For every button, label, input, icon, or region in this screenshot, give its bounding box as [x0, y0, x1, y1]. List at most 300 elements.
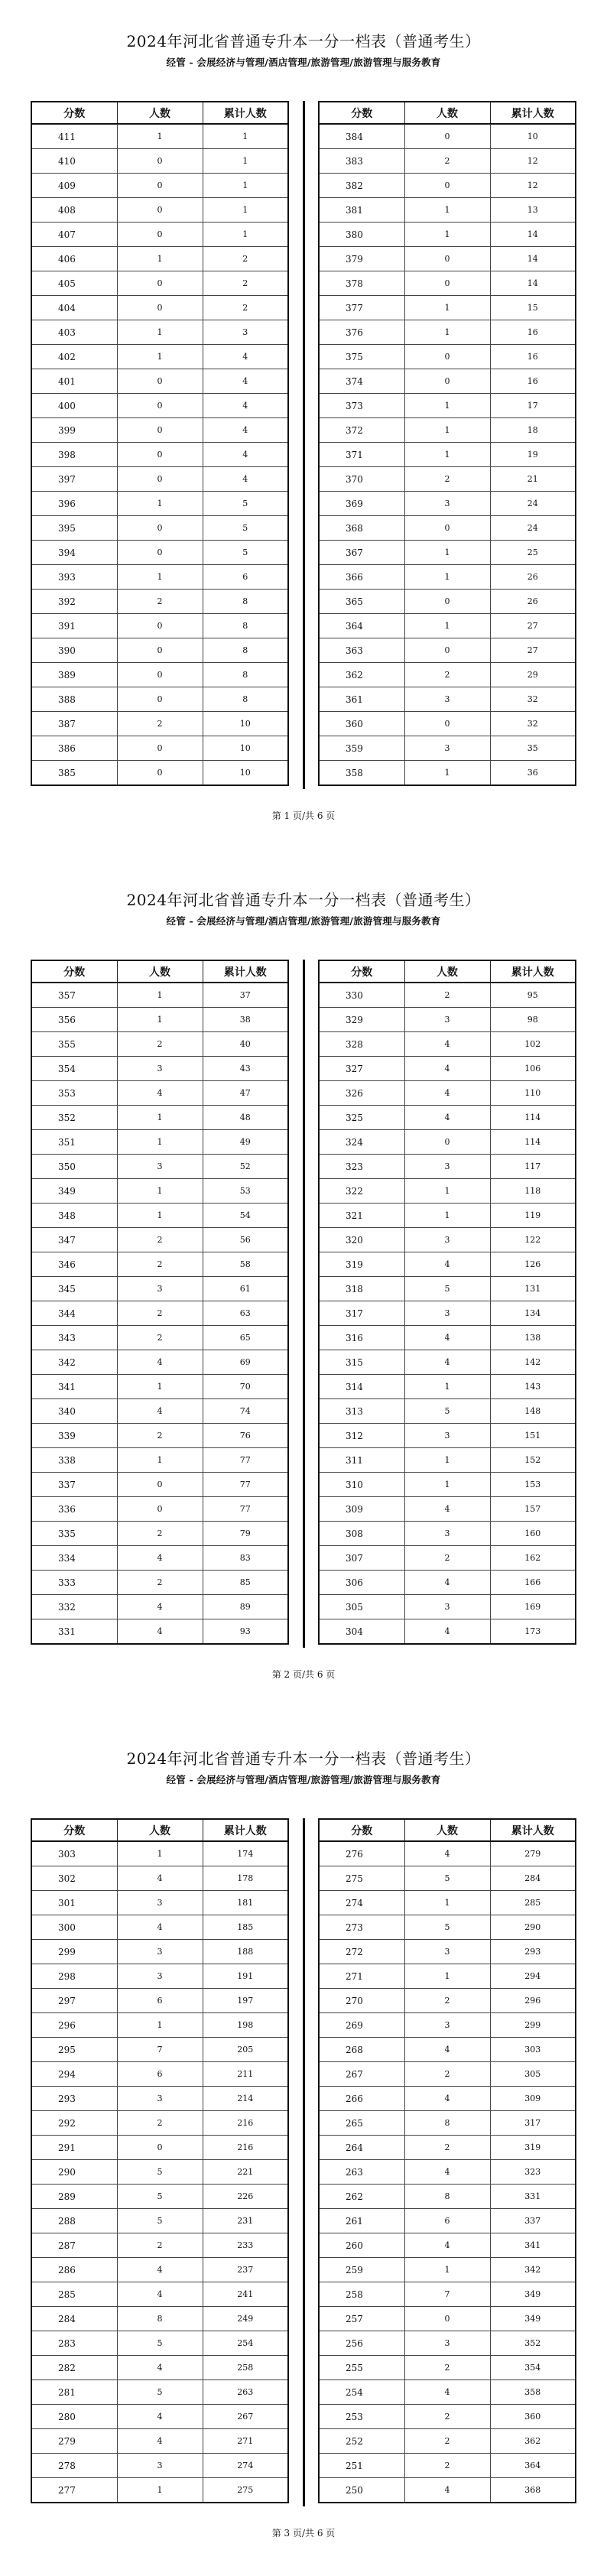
- cell-cumulative: 1: [203, 174, 288, 198]
- cell-count: 2: [404, 2062, 490, 2087]
- page-subtitle: 经管 - 会展经济与管理/酒店管理/旅游管理/旅游管理与服务教育: [166, 1774, 441, 1785]
- cell-cumulative: 216: [203, 2136, 288, 2160]
- cell-cumulative: 231: [203, 2209, 288, 2233]
- table-row: [31, 1032, 288, 1057]
- table-row: [319, 2282, 576, 2307]
- cell-cumulative: 49: [203, 1130, 288, 1155]
- cell-count: 2: [404, 2405, 490, 2429]
- cell-count: 2: [404, 1989, 490, 2013]
- cell-cumulative: 16: [490, 320, 576, 345]
- page-subtitle: 经管 - 会展经济与管理/酒店管理/旅游管理/旅游管理与服务教育: [166, 915, 441, 927]
- cell-score: 271: [319, 1964, 404, 1989]
- cell-count: 1: [117, 124, 203, 149]
- cell-score: 368: [319, 516, 404, 541]
- table-row: [319, 2356, 576, 2380]
- table-row: [31, 1106, 288, 1130]
- cell-score: 278: [31, 2454, 117, 2478]
- table-row: [319, 1350, 576, 1375]
- cell-cumulative: 185: [203, 1915, 288, 1940]
- cell-score: 388: [31, 687, 117, 712]
- cell-cumulative: 36: [490, 761, 576, 786]
- table-header-row: [319, 1819, 576, 1841]
- cell-score: 328: [319, 1032, 404, 1057]
- cell-cumulative: 2: [203, 247, 288, 271]
- cell-score: 256: [319, 2331, 404, 2356]
- cell-score: 349: [31, 1179, 117, 1204]
- table-row: [319, 1228, 576, 1252]
- cell-cumulative: 126: [490, 1252, 576, 1277]
- table-row: [31, 1399, 288, 1424]
- cell-score: 292: [31, 2111, 117, 2136]
- cell-cumulative: 368: [490, 2478, 576, 2503]
- cell-score: 400: [31, 394, 117, 418]
- cell-count: 0: [404, 1130, 490, 1155]
- cell-score: 351: [31, 1130, 117, 1155]
- cell-cumulative: 166: [490, 1571, 576, 1595]
- cell-cumulative: 214: [203, 2087, 288, 2111]
- cell-cumulative: 360: [490, 2405, 576, 2429]
- column-divider: [303, 960, 305, 1648]
- table-row: [31, 1841, 288, 1866]
- cell-score: 366: [319, 565, 404, 590]
- cell-score: 323: [319, 1155, 404, 1179]
- cell-score: 409: [31, 174, 117, 198]
- cell-cumulative: 153: [490, 1473, 576, 1497]
- cell-count: 8: [117, 2307, 203, 2331]
- cell-score: 350: [31, 1155, 117, 1179]
- cell-count: 3: [404, 1301, 490, 1326]
- table-row: [31, 2454, 288, 2478]
- cell-count: 4: [404, 2038, 490, 2062]
- cell-count: 0: [404, 712, 490, 736]
- table-row: [319, 320, 576, 345]
- cell-count: 1: [117, 2478, 203, 2503]
- cell-cumulative: 1: [203, 198, 288, 223]
- table-row: [31, 1964, 288, 1989]
- cell-count: 1: [404, 1473, 490, 1497]
- table-row: [319, 1497, 576, 1522]
- cell-score: 336: [31, 1497, 117, 1522]
- cell-count: 0: [117, 149, 203, 174]
- cell-count: 5: [117, 2185, 203, 2209]
- cell-cumulative: 32: [490, 687, 576, 712]
- cell-count: 5: [404, 1277, 490, 1301]
- cell-count: 1: [404, 198, 490, 223]
- cell-count: 0: [404, 369, 490, 394]
- cell-score: 379: [319, 247, 404, 271]
- cell-cumulative: 178: [203, 1866, 288, 1891]
- cell-cumulative: 85: [203, 1571, 288, 1595]
- table-row: [31, 1326, 288, 1350]
- cell-cumulative: 303: [490, 2038, 576, 2062]
- cell-count: 2: [117, 1522, 203, 1546]
- table-row: [31, 198, 288, 223]
- cell-score: 347: [31, 1228, 117, 1252]
- cell-count: 5: [404, 1915, 490, 1940]
- cell-score: 411: [31, 124, 117, 149]
- cell-cumulative: 16: [490, 369, 576, 394]
- cell-count: 0: [117, 2136, 203, 2160]
- cell-count: 4: [117, 1619, 203, 1645]
- table-row: [31, 2405, 288, 2429]
- cell-score: 301: [31, 1891, 117, 1915]
- cell-cumulative: 151: [490, 1424, 576, 1448]
- table-row: [319, 1375, 576, 1399]
- cell-count: 4: [404, 1057, 490, 1081]
- table-row: [31, 1497, 288, 1522]
- cell-score: 302: [31, 1866, 117, 1891]
- cell-cumulative: 211: [203, 2062, 288, 2087]
- cell-score: 330: [319, 983, 404, 1008]
- cell-cumulative: 249: [203, 2307, 288, 2331]
- table-row: [319, 1424, 576, 1448]
- cell-count: 3: [404, 736, 490, 761]
- cell-score: 266: [319, 2087, 404, 2111]
- header-cumulative: 累计人数: [203, 102, 288, 124]
- table-row: [31, 345, 288, 369]
- cell-count: 4: [404, 1571, 490, 1595]
- cell-score: 254: [319, 2380, 404, 2405]
- table-row: [31, 516, 288, 541]
- table-row: [319, 174, 576, 198]
- cell-cumulative: 12: [490, 174, 576, 198]
- cell-score: 391: [31, 614, 117, 638]
- table-row: [31, 1448, 288, 1473]
- table-row: [31, 736, 288, 761]
- cell-count: 3: [117, 2454, 203, 2478]
- cell-cumulative: 76: [203, 1424, 288, 1448]
- table-row: [319, 663, 576, 687]
- header-count: 人数: [117, 1819, 203, 1841]
- table-row: [319, 1473, 576, 1497]
- table-row: [31, 1522, 288, 1546]
- cell-count: 2: [117, 2111, 203, 2136]
- cell-count: 5: [117, 2380, 203, 2405]
- cell-count: 2: [117, 1571, 203, 1595]
- cell-cumulative: 47: [203, 1081, 288, 1106]
- cell-count: 4: [404, 1619, 490, 1645]
- cell-cumulative: 93: [203, 1619, 288, 1645]
- cell-score: 338: [31, 1448, 117, 1473]
- cell-score: 345: [31, 1277, 117, 1301]
- table-row: [319, 492, 576, 516]
- cell-count: 4: [117, 1595, 203, 1619]
- table-row: [319, 1841, 576, 1866]
- cell-cumulative: 14: [490, 247, 576, 271]
- cell-score: 268: [319, 2038, 404, 2062]
- cell-score: 358: [319, 761, 404, 786]
- cell-score: 321: [319, 1204, 404, 1228]
- score-table-right: [318, 1818, 576, 2503]
- cell-score: 296: [31, 2013, 117, 2038]
- cell-count: 3: [117, 1940, 203, 1964]
- table-row: [319, 2233, 576, 2258]
- table-row: [31, 2013, 288, 2038]
- cell-count: 6: [404, 2209, 490, 2233]
- cell-score: 357: [31, 983, 117, 1008]
- cell-score: 353: [31, 1081, 117, 1106]
- cell-score: 311: [319, 1448, 404, 1473]
- cell-count: 1: [117, 1204, 203, 1228]
- cell-count: 7: [117, 2038, 203, 2062]
- cell-cumulative: 17: [490, 394, 576, 418]
- cell-count: 1: [117, 1179, 203, 1204]
- table-row: [319, 1448, 576, 1473]
- cell-score: 283: [31, 2331, 117, 2356]
- cell-count: 3: [117, 1277, 203, 1301]
- table-row: [31, 2429, 288, 2454]
- cell-score: 386: [31, 736, 117, 761]
- cell-score: 252: [319, 2429, 404, 2454]
- cell-cumulative: 21: [490, 467, 576, 492]
- cell-count: 3: [404, 1155, 490, 1179]
- cell-cumulative: 114: [490, 1106, 576, 1130]
- cell-score: 394: [31, 541, 117, 565]
- cell-cumulative: 70: [203, 1375, 288, 1399]
- cell-count: 6: [117, 2062, 203, 2087]
- table-row: [319, 1546, 576, 1571]
- document-page: [0, 1717, 607, 2576]
- header-score: 分数: [31, 960, 117, 983]
- table-row: [31, 590, 288, 614]
- table-row: [319, 1032, 576, 1057]
- table-row: [319, 2038, 576, 2062]
- table-row: [319, 369, 576, 394]
- table-row: [319, 1940, 576, 1964]
- table-row: [319, 2087, 576, 2111]
- table-row: [319, 1252, 576, 1277]
- table-header-row: [31, 1819, 288, 1841]
- cell-cumulative: 117: [490, 1155, 576, 1179]
- cell-score: 284: [31, 2307, 117, 2331]
- cell-count: 4: [404, 2233, 490, 2258]
- table-row: [319, 2062, 576, 2087]
- cell-score: 277: [31, 2478, 117, 2503]
- cell-cumulative: 15: [490, 296, 576, 320]
- cell-count: 0: [404, 271, 490, 296]
- table-row: [31, 1081, 288, 1106]
- cell-count: 1: [117, 492, 203, 516]
- table-row: [319, 247, 576, 271]
- cell-cumulative: 290: [490, 1915, 576, 1940]
- table-row: [319, 1399, 576, 1424]
- cell-cumulative: 83: [203, 1546, 288, 1571]
- cell-cumulative: 27: [490, 638, 576, 663]
- cell-cumulative: 13: [490, 198, 576, 223]
- cell-count: 3: [404, 1595, 490, 1619]
- cell-count: 0: [117, 394, 203, 418]
- cell-cumulative: 237: [203, 2258, 288, 2282]
- cell-cumulative: 152: [490, 1448, 576, 1473]
- cell-score: 393: [31, 565, 117, 590]
- cell-cumulative: 40: [203, 1032, 288, 1057]
- cell-cumulative: 352: [490, 2331, 576, 2356]
- cell-score: 326: [319, 1081, 404, 1106]
- cell-score: 251: [319, 2454, 404, 2478]
- cell-cumulative: 63: [203, 1301, 288, 1326]
- cell-score: 300: [31, 1915, 117, 1940]
- cell-score: 279: [31, 2429, 117, 2454]
- header-cumulative: 累计人数: [203, 1819, 288, 1841]
- table-row: [319, 271, 576, 296]
- table-row: [319, 1081, 576, 1106]
- table-row: [319, 296, 576, 320]
- cell-cumulative: 349: [490, 2282, 576, 2307]
- cell-cumulative: 95: [490, 983, 576, 1008]
- cell-score: 339: [31, 1424, 117, 1448]
- cell-score: 334: [31, 1546, 117, 1571]
- cell-count: 4: [404, 1106, 490, 1130]
- cell-cumulative: 58: [203, 1252, 288, 1277]
- cell-count: 3: [404, 1228, 490, 1252]
- table-row: [319, 1326, 576, 1350]
- cell-score: 395: [31, 516, 117, 541]
- cell-cumulative: 299: [490, 2013, 576, 2038]
- cell-cumulative: 16: [490, 345, 576, 369]
- table-row: [319, 1130, 576, 1155]
- cell-cumulative: 233: [203, 2233, 288, 2258]
- table-header-row: [319, 102, 576, 124]
- cell-cumulative: 162: [490, 1546, 576, 1571]
- cell-count: 0: [117, 369, 203, 394]
- table-row: [31, 2380, 288, 2405]
- cell-cumulative: 2: [203, 271, 288, 296]
- table-row: [319, 1106, 576, 1130]
- table-row: [319, 2454, 576, 2478]
- cell-count: 3: [117, 2087, 203, 2111]
- cell-count: 5: [117, 2331, 203, 2356]
- cell-score: 335: [31, 1522, 117, 1546]
- table-row: [319, 541, 576, 565]
- table-row: [31, 1277, 288, 1301]
- cell-score: 295: [31, 2038, 117, 2062]
- cell-score: 287: [31, 2233, 117, 2258]
- table-row: [319, 565, 576, 590]
- cell-count: 2: [117, 1424, 203, 1448]
- cell-cumulative: 293: [490, 1940, 576, 1964]
- cell-score: 375: [319, 345, 404, 369]
- cell-cumulative: 98: [490, 1008, 576, 1032]
- table-row: [31, 712, 288, 736]
- cell-score: 363: [319, 638, 404, 663]
- page-title: 2024年河北省普通专升本一分一档表（普通考生）: [126, 32, 481, 50]
- cell-count: 1: [117, 2013, 203, 2038]
- table-row: [31, 2258, 288, 2282]
- cell-count: 2: [117, 2233, 203, 2258]
- cell-count: 1: [404, 394, 490, 418]
- cell-count: 4: [404, 1326, 490, 1350]
- cell-cumulative: 198: [203, 2013, 288, 2038]
- table-row: [319, 638, 576, 663]
- table-row: [319, 2013, 576, 2038]
- table-row: [319, 1866, 576, 1891]
- page-footer: 第 3 页/共 6 页: [271, 2528, 336, 2539]
- table-header-row: [31, 960, 288, 983]
- table-row: [31, 223, 288, 247]
- table-row: [319, 149, 576, 174]
- cell-cumulative: 4: [203, 418, 288, 443]
- cell-cumulative: 267: [203, 2405, 288, 2429]
- table-row: [31, 394, 288, 418]
- cell-score: 406: [31, 247, 117, 271]
- cell-cumulative: 4: [203, 369, 288, 394]
- table-row: [319, 1915, 576, 1940]
- cell-score: 312: [319, 1424, 404, 1448]
- cell-score: 281: [31, 2380, 117, 2405]
- cell-cumulative: 29: [490, 663, 576, 687]
- cell-cumulative: 263: [203, 2380, 288, 2405]
- table-row: [31, 124, 288, 149]
- cell-cumulative: 24: [490, 492, 576, 516]
- cell-score: 356: [31, 1008, 117, 1032]
- cell-cumulative: 309: [490, 2087, 576, 2111]
- cell-score: 309: [319, 1497, 404, 1522]
- cell-count: 1: [117, 1841, 203, 1866]
- score-table-right: [318, 960, 576, 1645]
- cell-count: 6: [117, 1989, 203, 2013]
- cell-count: 3: [117, 1057, 203, 1081]
- cell-cumulative: 122: [490, 1228, 576, 1252]
- cell-score: 367: [319, 541, 404, 565]
- cell-score: 337: [31, 1473, 117, 1497]
- cell-count: 2: [117, 590, 203, 614]
- cell-cumulative: 61: [203, 1277, 288, 1301]
- cell-count: 0: [117, 687, 203, 712]
- cell-score: 270: [319, 1989, 404, 2013]
- table-row: [319, 983, 576, 1008]
- table-row: [31, 296, 288, 320]
- header-count: 人数: [117, 960, 203, 983]
- cell-score: 257: [319, 2307, 404, 2331]
- cell-cumulative: 8: [203, 590, 288, 614]
- cell-cumulative: 148: [490, 1399, 576, 1424]
- table-row: [31, 1989, 288, 2013]
- cell-score: 355: [31, 1032, 117, 1057]
- cell-count: 4: [117, 1399, 203, 1424]
- cell-score: 310: [319, 1473, 404, 1497]
- cell-count: 2: [404, 149, 490, 174]
- table-row: [31, 2185, 288, 2209]
- table-row: [31, 1940, 288, 1964]
- table-row: [31, 1891, 288, 1915]
- cell-score: 324: [319, 1130, 404, 1155]
- cell-cumulative: 48: [203, 1106, 288, 1130]
- table-row: [31, 2136, 288, 2160]
- cell-count: 0: [117, 761, 203, 786]
- cell-cumulative: 342: [490, 2258, 576, 2282]
- cell-score: 392: [31, 590, 117, 614]
- cell-count: 0: [117, 736, 203, 761]
- cell-count: 0: [117, 174, 203, 198]
- cell-count: 7: [404, 2282, 490, 2307]
- cell-score: 304: [319, 1619, 404, 1645]
- table-row: [319, 394, 576, 418]
- cell-cumulative: 10: [203, 761, 288, 786]
- cell-score: 371: [319, 443, 404, 467]
- cell-cumulative: 134: [490, 1301, 576, 1326]
- cell-score: 408: [31, 198, 117, 223]
- cell-score: 374: [319, 369, 404, 394]
- cell-cumulative: 8: [203, 614, 288, 638]
- cell-cumulative: 26: [490, 590, 576, 614]
- cell-score: 303: [31, 1841, 117, 1866]
- cell-count: 3: [117, 1964, 203, 1989]
- cell-score: 373: [319, 394, 404, 418]
- table-row: [31, 1252, 288, 1277]
- cell-cumulative: 77: [203, 1497, 288, 1522]
- table-row: [31, 565, 288, 590]
- cell-score: 370: [319, 467, 404, 492]
